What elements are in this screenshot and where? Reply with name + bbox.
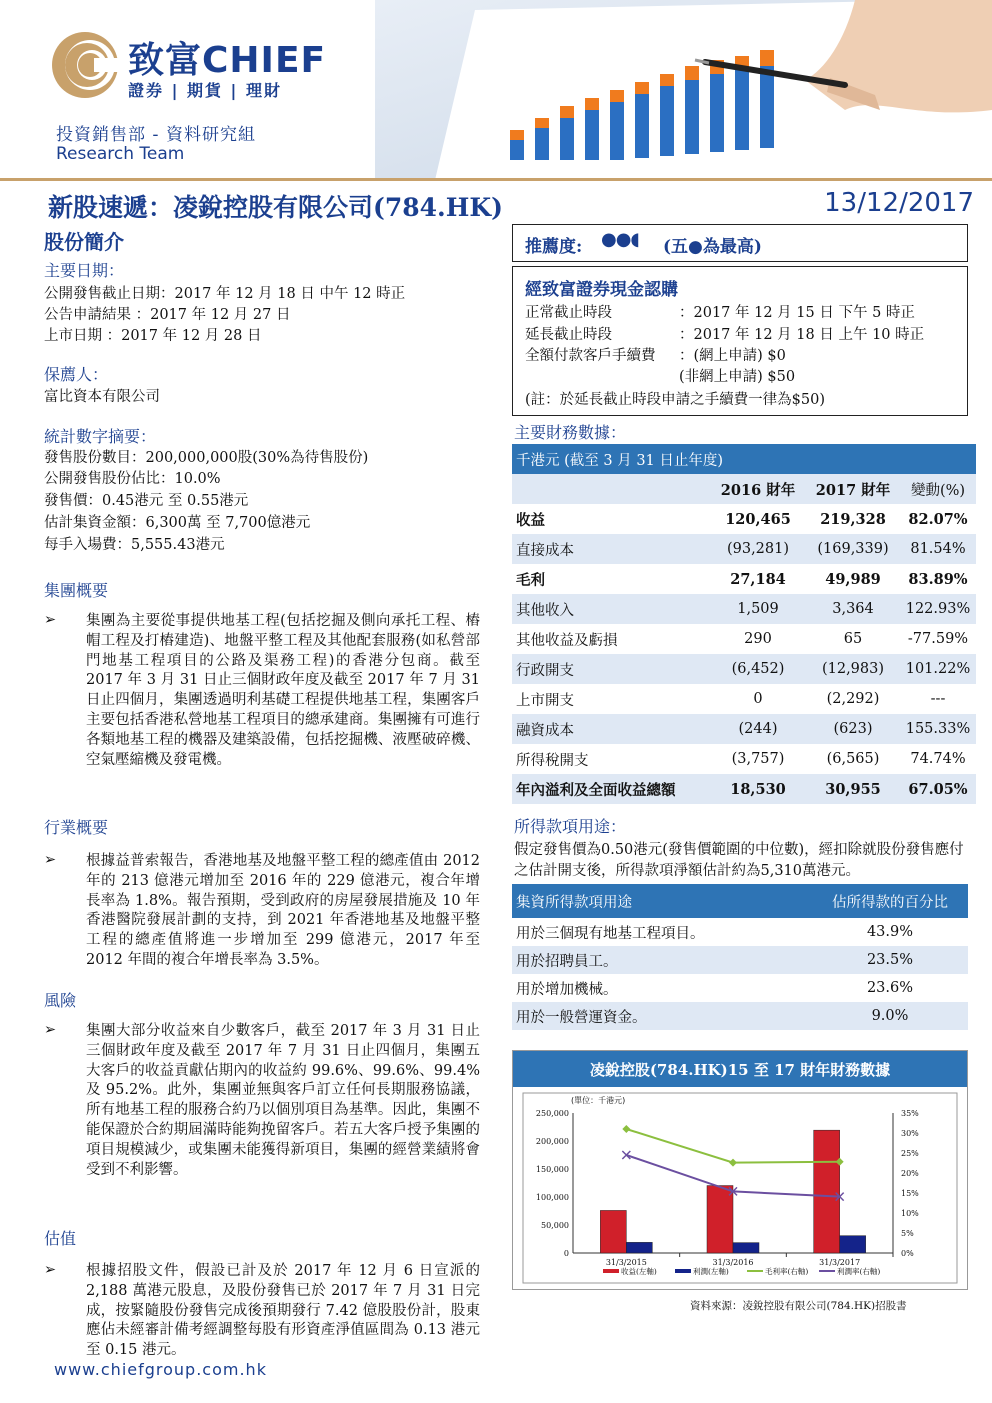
y-left-tick-label: 50,000 [541,1221,569,1230]
y-left-tick-label: 200,000 [535,1137,569,1146]
department-chinese: 投資銷售部 - 資料研究組 [56,125,256,145]
row-label: 用於三個現有地基工程項目。 [512,918,812,946]
financials-heading: 主要財務數據： [514,423,627,442]
bar-revenue [814,1130,840,1253]
risk-heading: 風險 [44,991,77,1010]
y-right-tick-label: 5% [901,1229,914,1238]
row-label: 毛利 [512,564,710,594]
risk-text: 集團大部分收益來自少數客戶，截至 2017 年 3 月 31 日止三個財政年度及截至 2017 年 7 月 31 日止四個月，集團五大客戶的收益貢獻佔期內的收益約 99.6%、99.6%、99.4% 及 95.2%。此外，集團並無與客戶訂立任何長期服務協議，所有地基工程的服務合約乃以個別項目為基準。因此，集團不能保證於合約期屆滿時能夠挽留客戶。若五大客戶授予集團的項目規模減少，或集團未能獲得新項目，集團的經營業績將會受到不利影響。 [86,1023,480,1178]
subscription-row-label: 延長截止時段 [525,327,612,343]
point-gross-margin [729,1159,737,1167]
cell-2016: (3,757) [710,744,806,774]
chart-title-bar [513,1051,967,1087]
table-row [512,684,976,714]
table-row [512,624,976,654]
y-right-tick-label: 30% [901,1129,919,1138]
cell-change: 101.22% [900,654,976,684]
chart-plot-frame [523,1093,957,1283]
cell-2016: 290 [710,624,806,654]
recommendation-label: 推薦度: [525,237,583,257]
valuation-text: 根據招股文件，假設已計及於 2017 年 12 月 6 日宣派的 2,188 萬港元股息，及股份發售已於 2017 年 7 月 31 日完成，按緊隨股份發售完成後預期發行 7.42 億股股份計，股東應佔未經審計備考經調整每股有形資產淨值區間為 0.13 港元至 0.15 港元。 [86,1263,480,1359]
cell-2017: (623) [806,714,900,744]
bar-profit [626,1242,652,1253]
column-header: 2016 財年 [710,474,806,504]
subscription-note: (註：於延長截止時段申請之手續費一律為$50) [525,392,825,408]
stats-row: 每手入場費：5,555.43港元 [44,537,225,553]
cell-2016: 0 [710,684,806,714]
y-right-tick-label: 15% [901,1189,919,1198]
stats-row: 發售價：0.45港元 至 0.55港元 [44,493,249,509]
table-header-row [512,444,976,474]
document-date: 13/12/2017 [824,188,974,218]
y-right-tick-label: 35% [901,1109,919,1118]
chart-title: 凌銳控股(784.HK)15 至 17 財年財務數據 [589,1061,891,1079]
cell-change: --- [900,684,976,714]
cell-change: 83.89% [900,564,976,594]
legend-label: 利潤率(右軸) [837,1267,881,1276]
cell-change: 74.74% [900,744,976,774]
chart-source: 資料來源：凌銳控股有限公司(784.HK)招股書 [690,1300,907,1312]
rating-dots-icon: ●●◖ [601,229,639,250]
use-of-proceeds-text: 假定發售價為0.50港元(發售價範圍的中位數)，經扣除就股份發售應付之估計開支後，所得款項淨額估計約為5,310萬港元。 [514,842,964,879]
group-overview-heading: 集團概要 [44,581,109,600]
y-right-tick-label: 0% [901,1249,914,1258]
key-date-row: 公告申請結果 ：2017 年 12 月 27 日 [44,307,291,323]
cell-2017: 65 [806,624,900,654]
stats-row: 發售股份數目：200,000,000股(30%為待售股份) [44,450,369,466]
header-divider [0,178,992,181]
cell-change: 67.05% [900,774,976,804]
legend-swatch [603,1269,619,1273]
cell-2017: (6,565) [806,744,900,774]
sponsor-heading: 保薦人： [44,365,109,384]
row-label: 用於一般營運資金。 [512,1002,812,1030]
key-dates-heading: 主要日期： [44,261,125,280]
table-row [512,564,976,594]
row-label: 行政開支 [512,654,710,684]
stats-row: 公開發售股份佔比：10.0% [44,471,221,487]
cell-change: 81.54% [900,534,976,564]
department-english: Research Team [56,144,185,164]
bar-profit [733,1243,759,1253]
x-tick-label: 31/3/2017 [819,1258,861,1267]
page-header [0,0,992,182]
subscription-row-value: ：(網上申請) $0 [679,348,786,364]
brand-tagline: 證券 | 期貨 | 理財 [128,81,282,100]
sponsor-value: 富比資本有限公司 [44,389,160,405]
cell-2017: 49,989 [806,564,900,594]
column-header [512,474,710,504]
subscription-row-label: 正常截止時段 [525,305,612,321]
legend-label: 收益(左軸) [621,1267,657,1276]
use-of-proceeds-table [512,884,968,1030]
table-row [512,534,976,564]
table-row [512,744,976,774]
table-row [512,714,976,744]
x-tick-label: 31/3/2015 [605,1258,647,1267]
header-bar-chart-illustration [375,0,992,180]
table-row [512,594,976,624]
cell-change: 82.07% [900,504,976,534]
cell-percent: 43.9% [812,918,968,946]
point-gross-margin [622,1125,630,1133]
subscription-row-value: ：2017 年 12 月 15 日 下午 5 時正 [679,305,915,321]
table-row [512,504,976,534]
cell-2016: 120,465 [710,504,806,534]
bar-revenue [707,1186,733,1253]
table-column-header-row [512,474,976,504]
table-header-row [512,884,968,918]
row-label: 上市開支 [512,684,710,714]
key-date-row: 上市日期 ：2017 年 12 月 28 日 [44,328,262,344]
column-header: 佔所得款的百分比 [812,884,968,918]
y-left-tick-label: 0 [563,1249,569,1258]
footer-website-link[interactable]: www.chiefgroup.com.hk [54,1360,267,1379]
table-row [512,918,968,946]
cell-2016: 1,509 [710,594,806,624]
subscription-row-value: (非網上申請) $50 [679,369,796,385]
legend-label: 利潤(左軸) [693,1267,729,1276]
cell-change: 122.93% [900,594,976,624]
y-right-tick-label: 10% [901,1209,919,1218]
row-label: 所得稅開支 [512,744,710,774]
cell-2017: 219,328 [806,504,900,534]
column-header: 2017 財年 [806,474,900,504]
cell-2017: 3,364 [806,594,900,624]
document-title: 新股速遞：凌銳控股有限公司(784.HK) [48,193,503,222]
legend-swatch [675,1269,691,1273]
x-tick-label: 31/3/2016 [712,1258,754,1267]
column-header: 變動(%) [900,474,976,504]
cell-2016: 18,530 [710,774,806,804]
industry-overview-text: 根據益普索報告，香港地基及地盤平整工程的總產值由 2012 年的 213 億港元增加至 2016 年的 229 億港元，複合年增長率為 1.8%。報告預期，受到政府的房屋發展措施及 10 年香港醫院發展計劃的支持，到 2021 年香港地基及地盤平整工程的總產值將進一步增加至 299 億港元，2017 年至 2012 年間的複合年增長率為 3.5%。 [86,853,480,968]
subscription-box [512,266,968,416]
row-label: 收益 [512,504,710,534]
group-overview-text: 集團為主要從事提供地基工程(包括挖掘及側向承托工程、樁帽工程及打樁建造)、地盤平整工程及其他配套服務(如私營部門地基工程項目的公路及渠務工程)的香港分包商。截至 2017 年 3 月 31 日止三個財政年度及截至 2017 年 7 月 31 日止四個月，集團透過明利基礎工程提供地基工程，集團客戶主要包括香港私營地基工程項目的總承建商。集團擁有可進行各類地基工程的機器及建築設備，包括挖掘機、液壓破碎機、空氣壓縮機及發電機。 [86,613,480,768]
industry-overview-heading: 行業概要 [44,818,109,837]
row-label: 其他收入 [512,594,710,624]
use-of-proceeds-heading: 所得款項用途： [514,817,627,836]
row-label: 年內溢利及全面收益總額 [512,774,710,804]
cell-2016: 27,184 [710,564,806,594]
line-gross-margin [626,1129,839,1163]
valuation-heading: 估值 [44,1229,77,1248]
recommendation-box [512,224,968,262]
financial-chart-panel [512,1050,968,1290]
cell-2017: (169,339) [806,534,900,564]
table-row [512,774,976,804]
chief-logo-icon [50,30,120,100]
y-left-tick-label: 150,000 [535,1165,569,1174]
financials-unit-label: 千港元 (截至 3 月 31 日止年度) [512,444,976,474]
share-profile-heading: 股份簡介 [44,230,124,254]
legend-label: 毛利率(右軸) [765,1267,809,1276]
cell-2016: (93,281) [710,534,806,564]
cell-2016: (6,452) [710,654,806,684]
cell-percent: 23.6% [812,974,968,1002]
cell-2017: (2,292) [806,684,900,714]
row-label: 用於招聘員工。 [512,946,812,974]
table-row [512,974,968,1002]
table-row [512,1002,968,1030]
brand-name: 致富CHIEF [128,40,327,81]
cell-2017: 30,955 [806,774,900,804]
bar-revenue [600,1210,626,1253]
subscription-title: 經致富證券現金認購 [525,280,678,300]
stats-row: 估計集資金額：6,300萬 至 7,700億港元 [44,515,311,531]
y-left-tick-label: 250,000 [535,1109,569,1118]
row-label: 用於增加機械。 [512,974,812,1002]
key-date-row: 公開發售截止日期：2017 年 12 月 18 日 中午 12 時正 [44,286,406,302]
bar-profit [840,1236,866,1253]
row-label: 融資成本 [512,714,710,744]
y-left-tick-label: 100,000 [535,1193,569,1202]
subscription-row-label: 全額付款客戶手續費 [525,348,656,364]
chart-unit-note: (單位：千港元) [571,1096,626,1105]
row-label: 直接成本 [512,534,710,564]
cell-change: 155.33% [900,714,976,744]
financial-chart [513,1087,967,1289]
column-header: 集資所得款項用途 [512,884,812,918]
cell-change: -77.59% [900,624,976,654]
table-row [512,654,976,684]
y-right-tick-label: 25% [901,1149,919,1158]
rating-scale-note: (五●為最高) [663,237,762,257]
cell-percent: 23.5% [812,946,968,974]
cell-2016: (244) [710,714,806,744]
subscription-row-value: ：2017 年 12 月 18 日 上午 10 時正 [679,327,925,343]
cell-2017: (12,983) [806,654,900,684]
table-row [512,946,968,974]
y-right-tick-label: 20% [901,1169,919,1178]
row-label: 其他收益及虧損 [512,624,710,654]
financials-table [512,444,976,804]
stats-heading: 統計數字摘要： [44,427,157,446]
cell-percent: 9.0% [812,1002,968,1030]
